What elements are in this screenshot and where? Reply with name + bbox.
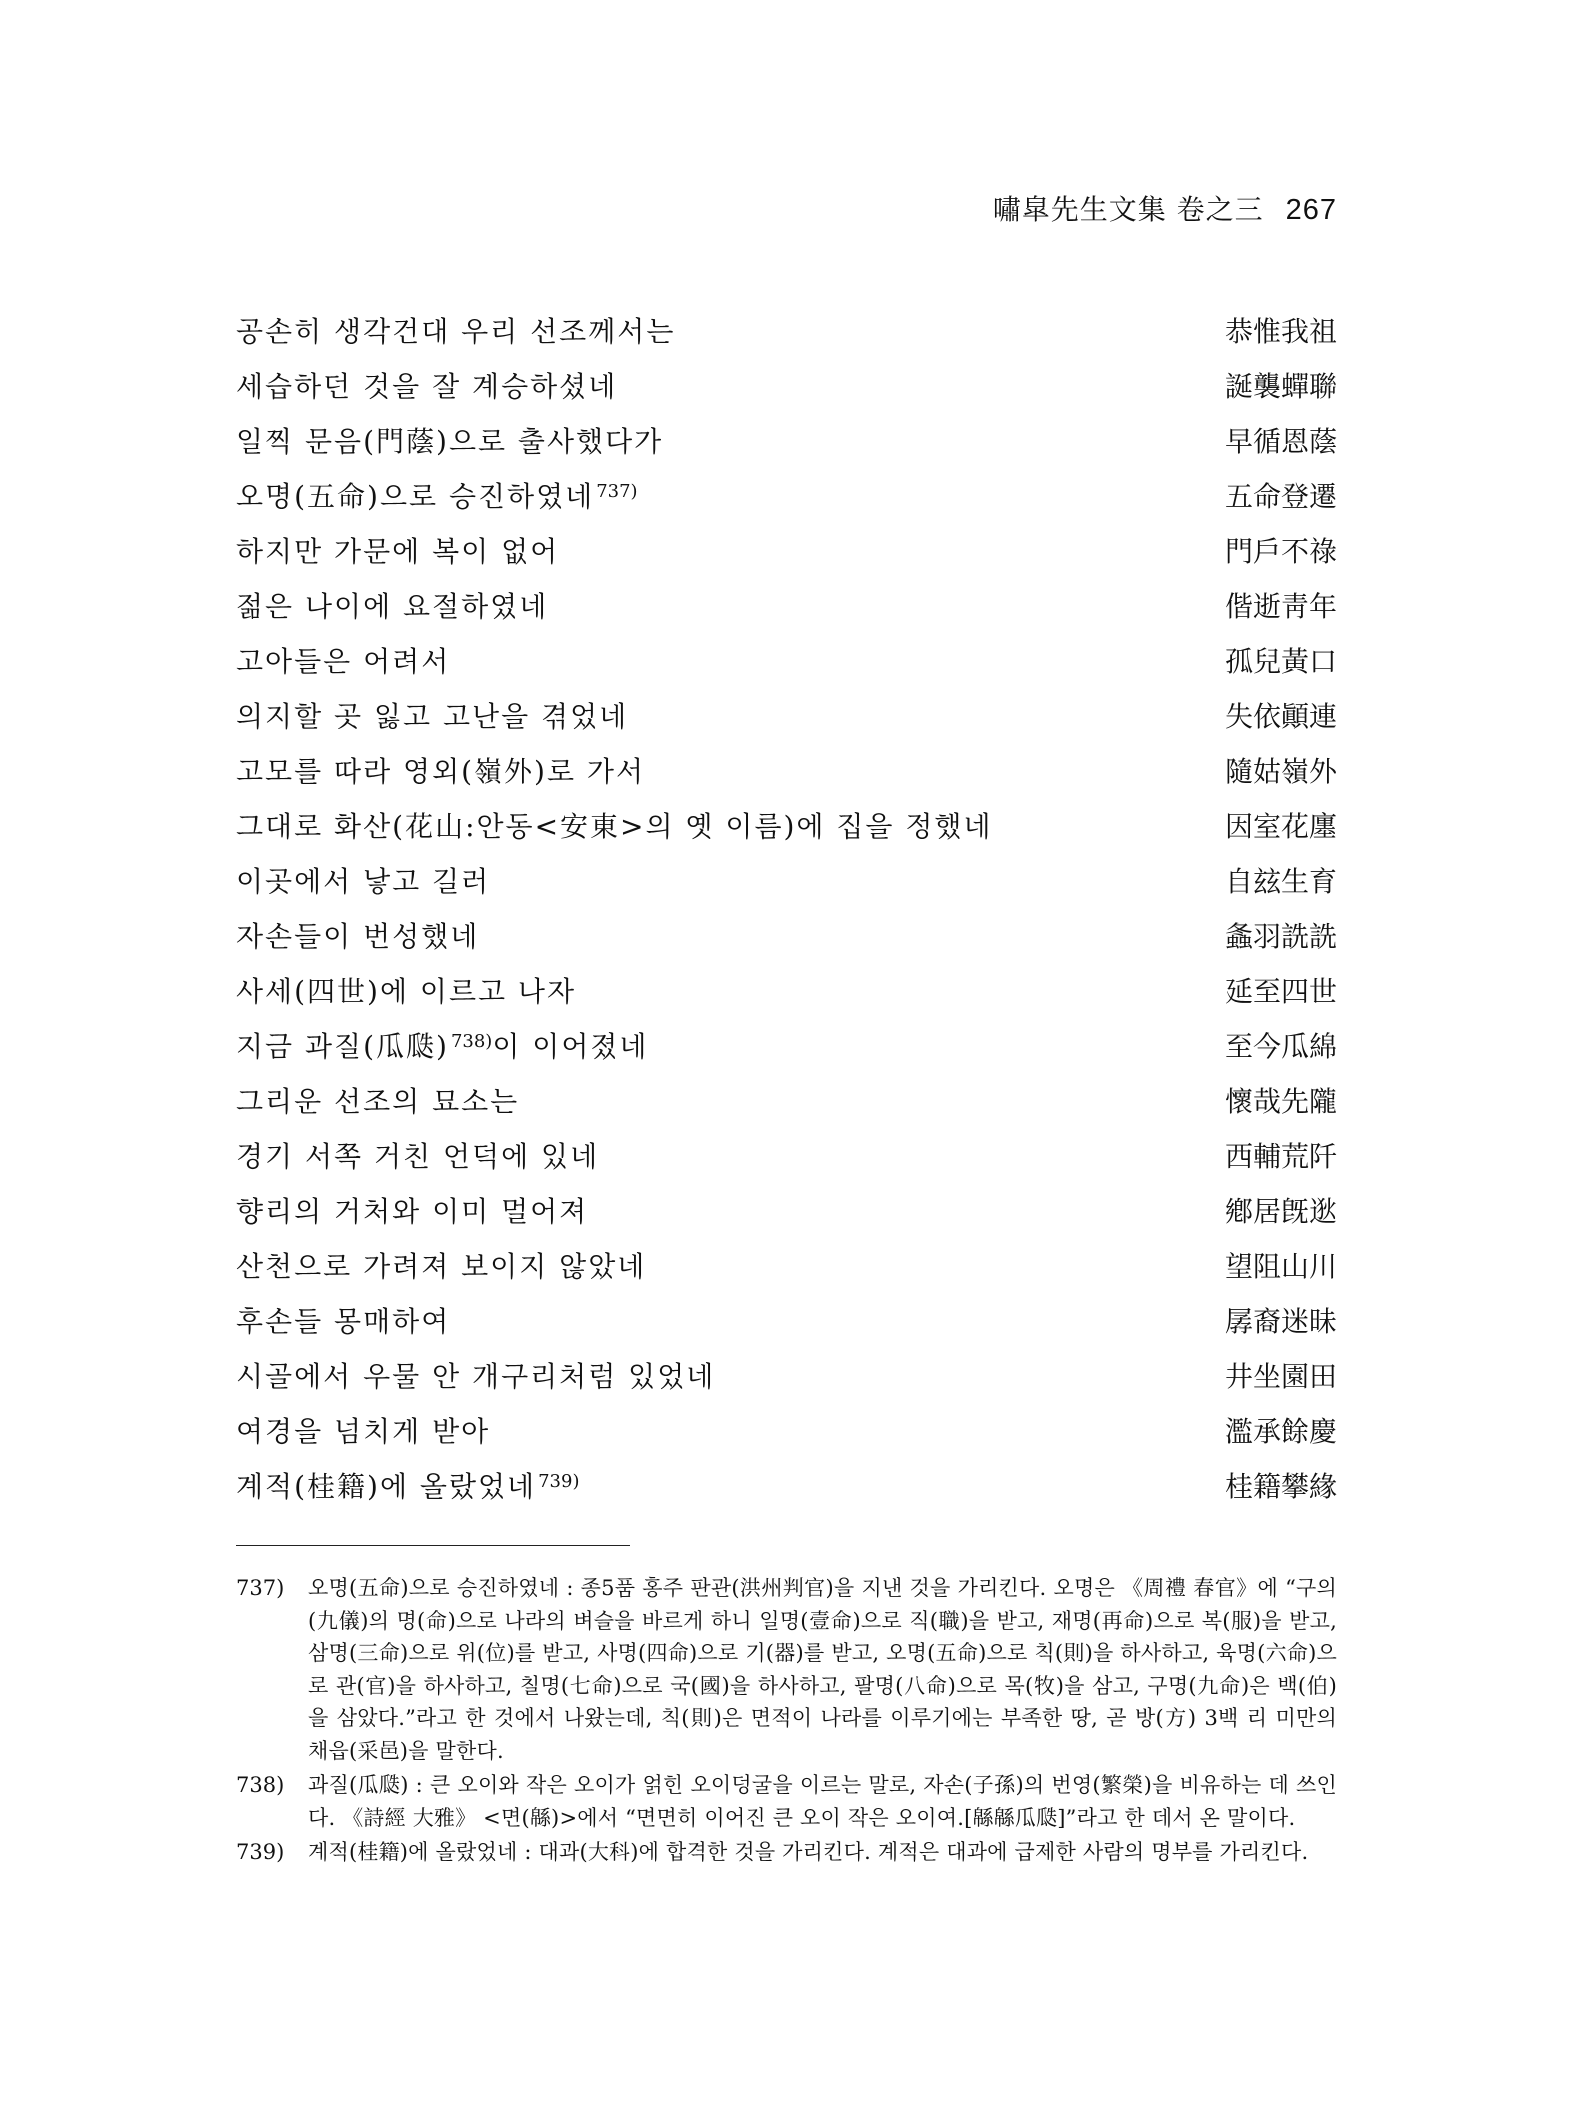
verse-korean-text: 오명(五命)으로 승진하였네 bbox=[236, 479, 595, 513]
footnote-number: 739) bbox=[236, 1840, 285, 1864]
verse-korean-text: 이곳에서 낳고 길러 bbox=[236, 864, 491, 898]
verse-korean bbox=[236, 530, 559, 570]
verse-line bbox=[236, 577, 1337, 632]
verse-line bbox=[236, 412, 1337, 467]
verse-line bbox=[236, 907, 1337, 962]
verse-korean bbox=[236, 1300, 450, 1340]
footnote-text: 계적(桂籍)에 올랐었네 : 대과(大科)에 합격한 것을 가리킨다. 계적은 대과에 급제한 사람의 명부를 가리킨다. bbox=[308, 1840, 1309, 1864]
verse-line bbox=[236, 357, 1337, 412]
verse-line bbox=[236, 742, 1337, 797]
footnote bbox=[236, 1769, 1337, 1834]
verse-korean-text: 지금 과질(瓜瓞) bbox=[236, 1029, 449, 1063]
verse-korean bbox=[236, 1080, 519, 1120]
verse-line bbox=[236, 467, 1337, 522]
verse-korean-text: 공손히 생각건대 우리 선조께서는 bbox=[236, 314, 676, 348]
verse-chinese: 孱裔迷昧 bbox=[1224, 1304, 1337, 1338]
verse-korean-text: 사세(四世)에 이르고 나자 bbox=[236, 974, 577, 1008]
verse-korean-text: 산천으로 가려져 보이지 않았네 bbox=[236, 1249, 647, 1283]
footnote-divider bbox=[236, 1545, 630, 1546]
book-title: 嘯皐先生文集 卷之三 bbox=[992, 193, 1264, 226]
verse-line bbox=[236, 1072, 1337, 1127]
verse-korean bbox=[236, 970, 576, 1010]
verse-korean bbox=[236, 1190, 588, 1230]
verse-line bbox=[236, 687, 1337, 742]
running-header bbox=[993, 188, 1337, 228]
verse-chinese: 延至四世 bbox=[1224, 974, 1337, 1008]
verse-line bbox=[236, 1017, 1337, 1072]
verse-line bbox=[236, 632, 1337, 687]
verse-line bbox=[236, 852, 1337, 907]
verse-korean bbox=[236, 1025, 649, 1065]
verse-korean-text: 하지만 가문에 복이 없어 bbox=[236, 534, 560, 568]
footnote-ref[interactable]: 738) bbox=[450, 1030, 493, 1052]
verse-korean bbox=[236, 310, 675, 350]
verse-chinese: 西輔荒阡 bbox=[1224, 1139, 1337, 1173]
verse-korean bbox=[236, 805, 993, 845]
verse-chinese: 隨姑嶺外 bbox=[1224, 754, 1337, 788]
verse-line bbox=[236, 1457, 1337, 1512]
verse-korean bbox=[236, 695, 628, 735]
footnote-text: 과질(瓜瓞) : 큰 오이와 작은 오이가 얽힌 오이덩굴을 이르는 말로, 자손(子孫)의 번영(繁榮)을 비유하는 데 쓰인다. 《詩經 大雅》 <면(緜)>에서 “면면히 이어진 큰 오이 작은 오이여.[緜緜瓜瓞]”라고 한 데서 온 말이다. bbox=[308, 1773, 1337, 1830]
footnote-ref[interactable]: 739) bbox=[538, 1470, 580, 1492]
verse-korean bbox=[236, 1355, 715, 1395]
verse-line bbox=[236, 1292, 1337, 1347]
verse-chinese: 早循恩蔭 bbox=[1224, 424, 1337, 458]
verse-line bbox=[236, 1402, 1337, 1457]
verse-chinese: 因室花廛 bbox=[1224, 809, 1337, 843]
verse-korean bbox=[236, 420, 663, 460]
verse-line bbox=[236, 962, 1337, 1017]
verse-korean-text-continued: 이 이어졌네 bbox=[492, 1029, 649, 1063]
verse-korean-text: 향리의 거처와 이미 멀어져 bbox=[236, 1194, 589, 1228]
verse-chinese: 門戶不祿 bbox=[1224, 534, 1337, 568]
verse-korean bbox=[236, 1245, 646, 1285]
footnote-number: 738) bbox=[236, 1773, 285, 1797]
footnote bbox=[236, 1572, 1337, 1767]
verse-korean bbox=[236, 1465, 579, 1505]
verse-chinese: 誕襲蟬聯 bbox=[1224, 369, 1337, 403]
verse-korean bbox=[236, 750, 645, 790]
verse-korean bbox=[236, 640, 450, 680]
verse-chinese: 桂籍攀緣 bbox=[1224, 1469, 1337, 1503]
verse-korean-text: 고모를 따라 영외(嶺外)로 가서 bbox=[236, 754, 646, 788]
verse-chinese: 至今瓜綿 bbox=[1224, 1029, 1337, 1063]
verse-korean bbox=[236, 585, 548, 625]
verse-korean bbox=[236, 1410, 490, 1450]
verse-chinese: 恭惟我祖 bbox=[1224, 314, 1337, 348]
verse-line bbox=[236, 1127, 1337, 1182]
footnote-ref[interactable]: 737) bbox=[596, 480, 638, 502]
verse-chinese: 螽羽詵詵 bbox=[1224, 919, 1337, 953]
footnote-text: 오명(五命)으로 승진하였네 : 종5품 홍주 판관(洪州判官)을 지낸 것을 가리킨다. 오명은 《周禮 春官》에 “구의(九儀)의 명(命)으로 나라의 벼슬을 바르게 하니 일명(壹命)으로 직(職)을 받고, 재명(再命)으로 복(服)을 받고, 삼명(三命)으로 위(位)를 받고, 사명(四命)으로 기(器)를 받고, 오명(五命)으로 칙(則)을 하사하고, 육명(六命)으로 관(官)을 하사하고, 칠명(七命)으로 국(國)을 하사하고, 팔명(八命)으로 목(牧)을 삼고, 구명(九命)은 백(伯)을 삼았다.”라고 한 것에서 나왔는데, 칙(則)은 면적이 나라를 이루기에는 부족한 땅, 곧 방(方) 3백 리 미만의 채읍(采邑)을 말한다. bbox=[308, 1576, 1337, 1763]
verse-line bbox=[236, 797, 1337, 852]
verse-chinese: 懷哉先隴 bbox=[1224, 1084, 1337, 1118]
verse-chinese: 鄕居旣逖 bbox=[1224, 1194, 1337, 1228]
verse-korean bbox=[236, 860, 490, 900]
verse-korean-text: 그리운 선조의 묘소는 bbox=[236, 1084, 520, 1118]
verse-chinese: 偕逝靑年 bbox=[1224, 589, 1337, 623]
footnote-number: 737) bbox=[236, 1576, 285, 1600]
verse-korean-text: 자손들이 번성했네 bbox=[236, 919, 480, 953]
verse-korean-text: 여경을 넘치게 받아 bbox=[236, 1414, 491, 1448]
verse-korean bbox=[236, 365, 617, 405]
footnote-list bbox=[236, 1572, 1337, 1871]
verse-korean bbox=[236, 475, 638, 515]
verse-chinese: 五命登遷 bbox=[1224, 479, 1337, 513]
verse-list bbox=[236, 302, 1337, 1512]
verse-chinese: 濫承餘慶 bbox=[1224, 1414, 1337, 1448]
verse-korean-text: 일찍 문음(門蔭)으로 출사했다가 bbox=[236, 424, 664, 458]
verse-korean-text: 경기 서쪽 거친 언덕에 있네 bbox=[236, 1139, 600, 1173]
verse-chinese: 井坐園田 bbox=[1224, 1359, 1337, 1393]
verse-korean-text: 후손들 몽매하여 bbox=[236, 1304, 451, 1338]
footnote bbox=[236, 1836, 1337, 1869]
verse-line bbox=[236, 1237, 1337, 1292]
verse-korean-text: 그대로 화산(花山:안동<安東>의 옛 이름)에 집을 정했네 bbox=[236, 809, 993, 843]
verse-korean bbox=[236, 915, 479, 955]
verse-chinese: 失依顚連 bbox=[1224, 699, 1337, 733]
verse-korean-text: 젊은 나이에 요절하였네 bbox=[236, 589, 549, 623]
verse-korean-text: 시골에서 우물 안 개구리처럼 있었네 bbox=[236, 1359, 716, 1393]
page-number: 267 bbox=[1285, 194, 1337, 226]
verse-korean-text: 의지할 곳 잃고 고난을 겪었네 bbox=[236, 699, 629, 733]
verse-chinese: 自玆生育 bbox=[1224, 864, 1337, 898]
verse-line bbox=[236, 302, 1337, 357]
verse-line bbox=[236, 1182, 1337, 1237]
verse-korean-text: 고아들은 어려서 bbox=[236, 644, 451, 678]
verse-line bbox=[236, 1347, 1337, 1402]
verse-line bbox=[236, 522, 1337, 577]
verse-korean-text: 계적(桂籍)에 올랐었네 bbox=[236, 1469, 537, 1503]
verse-korean-text: 세습하던 것을 잘 계승하셨네 bbox=[236, 369, 618, 403]
verse-chinese: 孤兒黃口 bbox=[1224, 644, 1337, 678]
verse-korean bbox=[236, 1135, 599, 1175]
verse-chinese: 望阻山川 bbox=[1224, 1249, 1337, 1283]
